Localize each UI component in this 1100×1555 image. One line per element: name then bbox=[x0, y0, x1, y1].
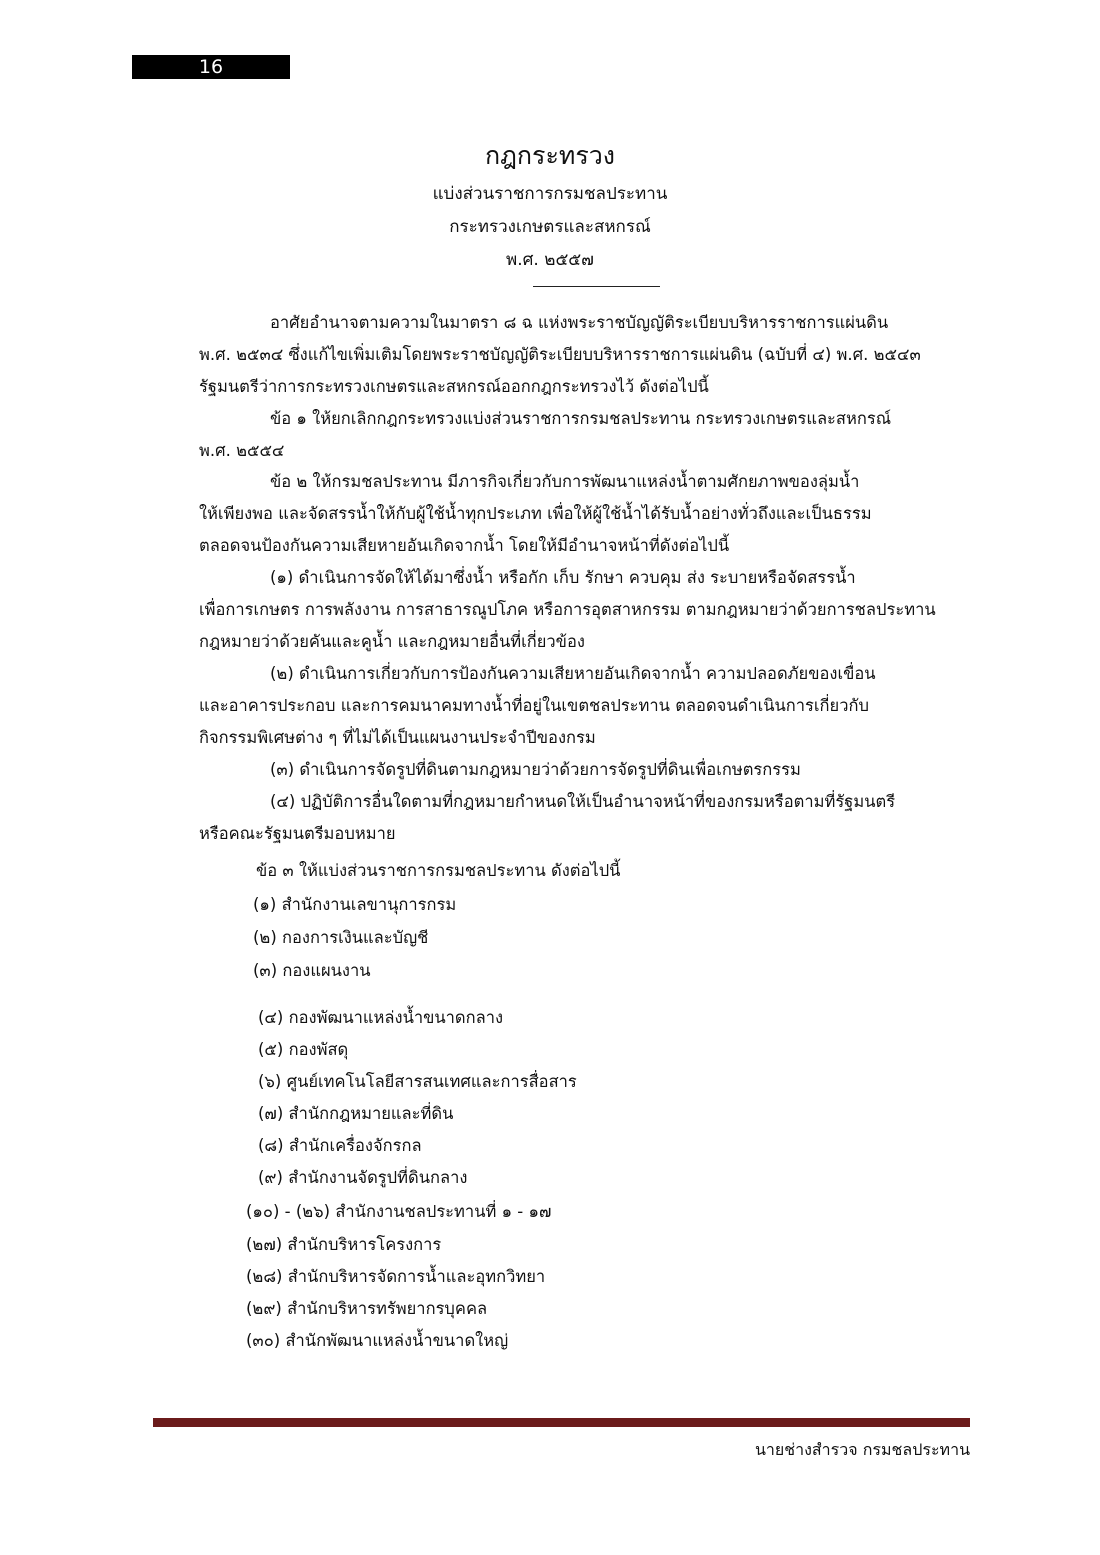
page-number: 16 bbox=[132, 55, 290, 79]
unit-list-item: (๒๗) สำนักบริหารโครงการ bbox=[246, 1235, 442, 1254]
title-divider bbox=[533, 286, 660, 287]
unit-list-item: (๕) กองพัสดุ bbox=[258, 1040, 349, 1059]
unit-list-item: (๓) กองแผนงาน bbox=[253, 961, 371, 980]
unit-list-item: (๙) สำนักงานจัดรูปที่ดินกลาง bbox=[258, 1168, 468, 1187]
preamble-line: พ.ศ. ๒๕๓๔ ซึ่งแก้ไขเพิ่มเติมโดยพระราชบัญญัติระเบียบบริหารราชการแผ่นดิน (ฉบับที่ ๔) พ.ศ. ๒๕๔๓ bbox=[199, 345, 921, 364]
unit-list-item: (๖) ศูนย์เทคโนโลยีสารสนเทศและการสื่อสาร bbox=[258, 1072, 577, 1091]
document-title: กฎกระทรวง bbox=[484, 141, 616, 170]
clause-3-intro: ข้อ ๓ ให้แบ่งส่วนราชการกรมชลประทาน ดังต่อไปนี้ bbox=[256, 861, 621, 880]
footer-text: นายช่างสำรวจ กรมชลประทาน bbox=[754, 1440, 970, 1459]
unit-list-item: (๒) กองการเงินและบัญชี bbox=[253, 928, 429, 947]
clause-2-line: ตลอดจนป้องกันความเสียหายอันเกิดจากน้ำ โดยให้มีอำนาจหน้าที่ดังต่อไปนี้ bbox=[199, 536, 730, 555]
document-subtitle-department: แบ่งส่วนราชการกรมชลประทาน bbox=[432, 184, 668, 204]
clause-2-item-2: (๒) ดำเนินการเกี่ยวกับการป้องกันความเสียหายอันเกิดจากน้ำ ความปลอดภัยของเขื่อน bbox=[270, 664, 876, 683]
clause-1-line: ข้อ ๑ ให้ยกเลิกกฎกระทรวงแบ่งส่วนราชการกรมชลประทาน กระทรวงเกษตรและสหกรณ์ bbox=[270, 409, 892, 428]
clause-2-line: ข้อ ๒ ให้กรมชลประทาน มีภารกิจเกี่ยวกับการพัฒนาแหล่งน้ำตามศักยภาพของลุ่มน้ำ bbox=[270, 472, 860, 491]
unit-list-item: (๒๘) สำนักบริหารจัดการน้ำและอุทกวิทยา bbox=[246, 1267, 546, 1286]
clause-1-line: พ.ศ. ๒๕๕๔ bbox=[199, 441, 285, 460]
clause-2-item-2: และอาคารประกอบ และการคมนาคมทางน้ำที่อยู่ในเขตชลประทาน ตลอดจนดำเนินการเกี่ยวกับ bbox=[199, 696, 869, 715]
clause-2-item-1: (๑) ดำเนินการจัดให้ได้มาซึ่งน้ำ หรือกัก เก็บ รักษา ควบคุม ส่ง ระบายหรือจัดสรรน้ำ bbox=[270, 568, 856, 587]
footer-divider bbox=[153, 1418, 970, 1427]
unit-list-item: (๑๐) - (๒๖) สำนักงานชลประทานที่ ๑ - ๑๗ bbox=[246, 1202, 552, 1221]
clause-2-item-2: กิจกรรมพิเศษต่าง ๆ ที่ไม่ได้เป็นแผนงานประจำปีของกรม bbox=[199, 728, 596, 747]
clause-2-line: ให้เพียงพอ และจัดสรรน้ำให้กับผู้ใช้น้ำทุกประเภท เพื่อให้ผู้ใช้น้ำได้รับน้ำอย่างทั่วถึงและเป็นธรรม bbox=[199, 504, 872, 523]
clause-2-item-4: (๔) ปฏิบัติการอื่นใดตามที่กฎหมายกำหนดให้เป็นอำนาจหน้าที่ของกรมหรือตามที่รัฐมนตรี bbox=[270, 792, 896, 811]
clause-2-item-1: กฎหมายว่าด้วยคันและคูน้ำ และกฎหมายอื่นที่เกี่ยวข้อง bbox=[199, 632, 585, 651]
clause-2-item-3: (๓) ดำเนินการจัดรูปที่ดินตามกฎหมายว่าด้วยการจัดรูปที่ดินเพื่อเกษตรกรรม bbox=[270, 760, 801, 779]
unit-list-item: (๒๙) สำนักบริหารทรัพยากรบุคคล bbox=[246, 1299, 488, 1318]
unit-list-item: (๘) สำนักเครื่องจักรกล bbox=[258, 1136, 422, 1155]
unit-list-item: (๓๐) สำนักพัฒนาแหล่งน้ำขนาดใหญ่ bbox=[246, 1331, 509, 1350]
clause-2-item-4: หรือคณะรัฐมนตรีมอบหมาย bbox=[199, 824, 396, 843]
preamble-line: รัฐมนตรีว่าการกระทรวงเกษตรและสหกรณ์ออกกฎกระทรวงไว้ ดังต่อไปนี้ bbox=[199, 377, 709, 396]
preamble-line: อาศัยอำนาจตามความในมาตรา ๘ ฉ แห่งพระราชบัญญัติระเบียบบริหารราชการแผ่นดิน bbox=[270, 313, 889, 332]
unit-list-item: (๗) สำนักกฎหมายและที่ดิน bbox=[258, 1104, 454, 1123]
clause-2-item-1: เพื่อการเกษตร การพลังงาน การสาธารณูปโภค หรือการอุตสาหกรรม ตามกฎหมายว่าด้วยการชลประทาน bbox=[199, 600, 936, 619]
document-subtitle-ministry: กระทรวงเกษตรและสหกรณ์ bbox=[449, 217, 651, 237]
unit-list-item: (๔) กองพัฒนาแหล่งน้ำขนาดกลาง bbox=[258, 1008, 504, 1027]
document-year: พ.ศ. ๒๕๕๗ bbox=[506, 250, 594, 270]
unit-list-item: (๑) สำนักงานเลขานุการกรม bbox=[253, 895, 457, 914]
